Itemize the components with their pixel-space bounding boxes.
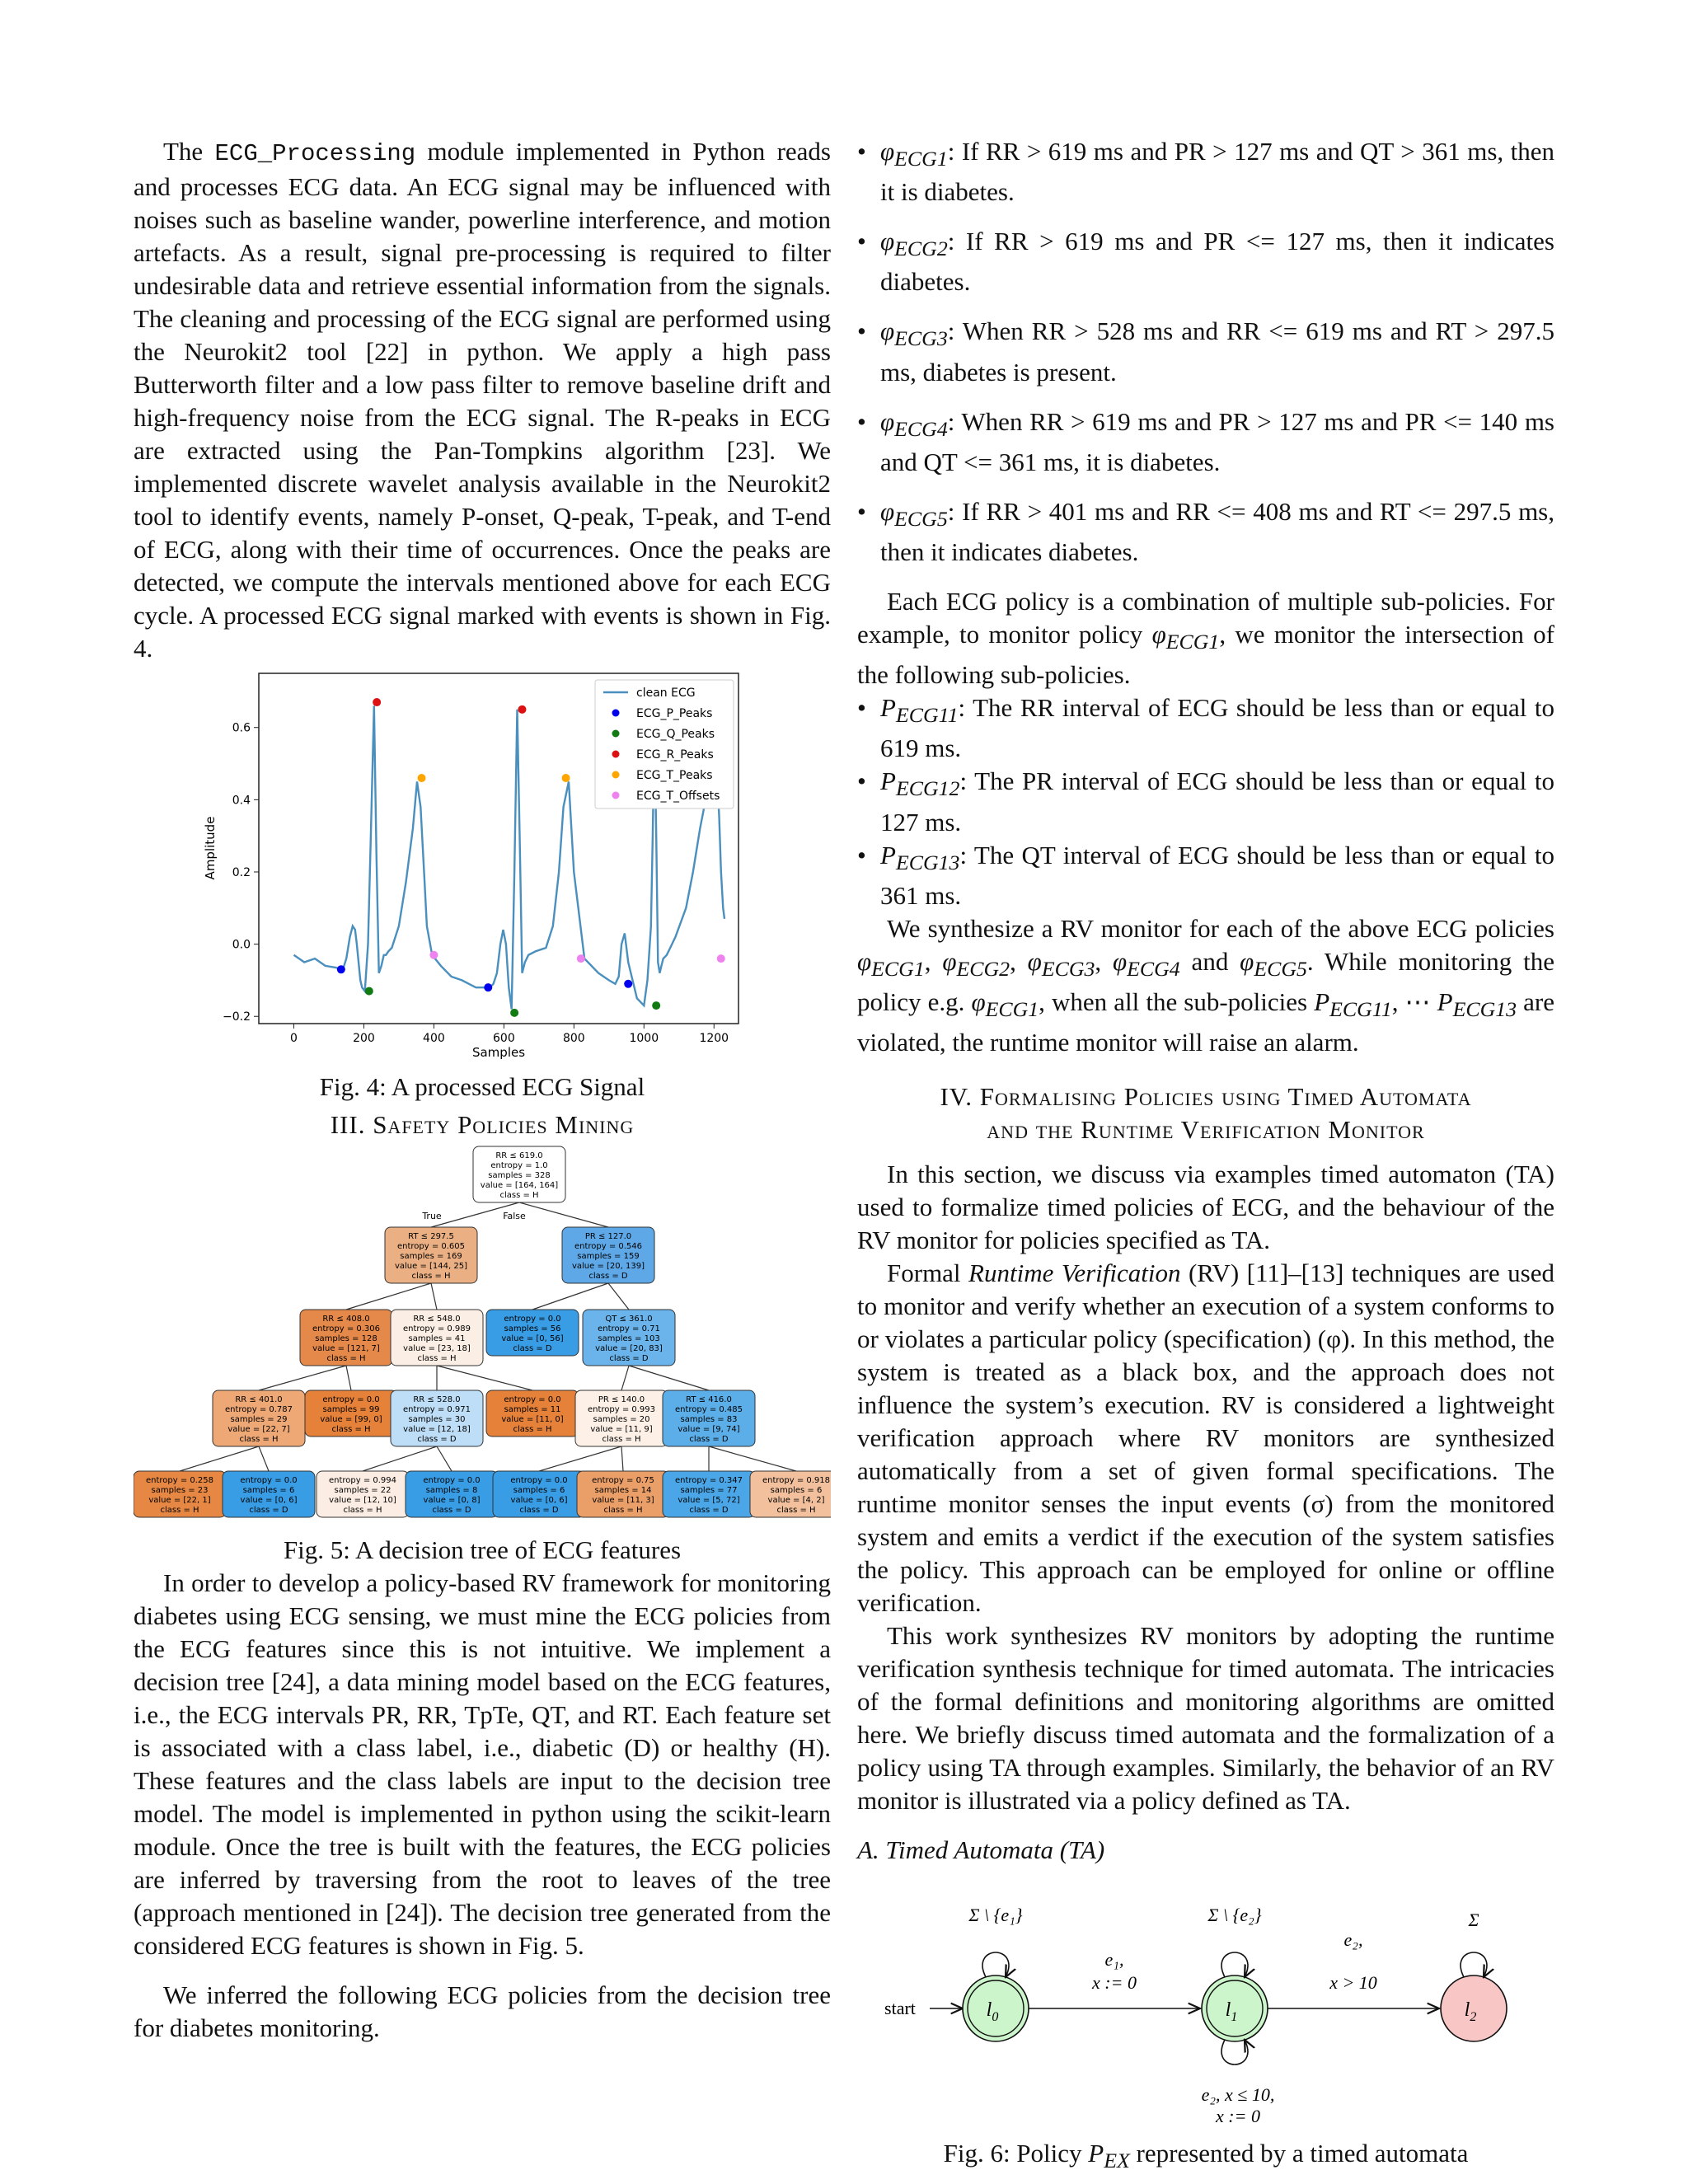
p-symbol: P bbox=[880, 766, 896, 796]
tree-edge bbox=[431, 1283, 437, 1310]
x-tick-label: 1200 bbox=[699, 1032, 729, 1045]
tree-node-text: class = H bbox=[239, 1435, 279, 1444]
tree-node-text: value = [12, 18] bbox=[403, 1425, 471, 1434]
marker-ecg-r-peaks bbox=[373, 698, 381, 706]
tree-nodes bbox=[134, 1146, 831, 1517]
phi-symbol: φ bbox=[1240, 946, 1254, 976]
tree-node-text: entropy = 0.971 bbox=[402, 1405, 471, 1414]
tree-node-text: entropy = 0.75 bbox=[592, 1476, 654, 1485]
tree-node bbox=[750, 1471, 831, 1517]
tree-node-text: value = [144, 25] bbox=[394, 1262, 468, 1271]
state-l1-sub: 1 bbox=[1231, 2010, 1238, 2025]
tree-node-text: class = H bbox=[776, 1506, 816, 1515]
self-loop-l2 bbox=[1461, 1952, 1487, 1977]
state-l2-sub: 2 bbox=[1470, 2010, 1477, 2025]
tree-node-text: samples = 77 bbox=[680, 1486, 738, 1495]
tree-node-text: class = H bbox=[331, 1425, 371, 1434]
tree-edge bbox=[519, 1202, 608, 1227]
tree-node-text: class = H bbox=[411, 1272, 451, 1281]
tree-node-text: class = H bbox=[603, 1506, 643, 1515]
tree-node-text: value = [0, 6] bbox=[510, 1496, 568, 1505]
y-tick-label: 0.0 bbox=[232, 938, 251, 952]
emphasis-runtime-verification: Runtime Verification bbox=[968, 1258, 1181, 1288]
tree-node-text: class = H bbox=[513, 1425, 552, 1434]
code-ecg-processing: ECG_Processing bbox=[214, 140, 416, 167]
text-span: Formal bbox=[887, 1258, 969, 1288]
tree-node-text: class = D bbox=[609, 1354, 649, 1363]
sub-policy-text: : The PR interval of ECG should be less than or equal to 127 ms. bbox=[880, 766, 1554, 837]
marker-ecg-t-offsets bbox=[717, 954, 725, 963]
tree-node-text: class = H bbox=[343, 1506, 382, 1515]
marker-ecg-p-peaks bbox=[484, 983, 492, 991]
tree-node-text: value = [23, 18] bbox=[403, 1344, 471, 1353]
tree-node bbox=[486, 1310, 579, 1356]
paragraph-ecg-processing bbox=[134, 135, 831, 665]
tree-node-text: value = [12, 10] bbox=[329, 1496, 396, 1505]
legend-clean-ecg: clean ECG bbox=[636, 687, 696, 700]
policy-text: : If RR > 401 ms and RR <= 408 ms and RT <= 297.5 ms, then it indicates diabetes. bbox=[880, 496, 1554, 566]
state-l2 bbox=[1441, 1975, 1507, 2041]
tree-node-text: RR ≤ 408.0 bbox=[322, 1315, 370, 1324]
tree-node bbox=[562, 1227, 654, 1283]
tree-node-text: samples = 169 bbox=[400, 1252, 462, 1261]
tree-node-text: samples = 30 bbox=[408, 1415, 466, 1424]
phi-symbol: φ bbox=[880, 227, 895, 256]
tree-node-text: samples = 159 bbox=[577, 1252, 640, 1261]
self-loop-l0-label: Σ \ {e₁} bbox=[968, 1905, 1023, 1926]
tree-node-text: class = H bbox=[602, 1435, 641, 1444]
tree-node-text: RR ≤ 528.0 bbox=[413, 1395, 461, 1404]
x-axis-label: Samples bbox=[471, 1045, 526, 1060]
sub-policy-text: : The RR interval of ECG should be less than or equal to 619 ms. bbox=[880, 693, 1554, 763]
tree-node-text: samples = 6 bbox=[513, 1486, 565, 1495]
x-axis-ticks bbox=[290, 1024, 729, 1045]
fig5-decision-tree bbox=[134, 1145, 831, 1534]
phi-symbol: φ bbox=[857, 946, 872, 976]
section-4-heading-line1: IV. Formalising Policies using Timed Automata bbox=[940, 1082, 1472, 1112]
tree-true-label: True bbox=[422, 1211, 442, 1221]
fig6-caption bbox=[857, 2137, 1554, 2177]
sub-policy-item bbox=[857, 765, 1554, 838]
sub-policy-item bbox=[857, 691, 1554, 765]
fig6-timed-automaton bbox=[857, 1882, 1554, 2137]
policy-item bbox=[857, 135, 1554, 209]
sub-policy-subscript: ECG11 bbox=[895, 703, 959, 728]
sub-policy-text: : The QT interval of ECG should be less than or equal to 361 ms. bbox=[880, 840, 1554, 910]
policy-subscript: ECG5 bbox=[1254, 956, 1307, 981]
state-l0-sub: 0 bbox=[992, 2010, 999, 2025]
section-4-heading-line2: and the Runtime Verification Monitor bbox=[987, 1115, 1425, 1145]
tree-node-text: class = D bbox=[519, 1506, 559, 1515]
tree-node-text: RT ≤ 416.0 bbox=[686, 1395, 732, 1404]
tree-node-text: PR ≤ 127.0 bbox=[584, 1232, 632, 1241]
policy-text: : If RR > 619 ms and PR <= 127 ms, then it indicates diabetes. bbox=[880, 227, 1554, 297]
tree-node-text: RT ≤ 297.5 bbox=[408, 1232, 454, 1241]
self-loop-l1 bbox=[1221, 1952, 1248, 1977]
paragraph-inferred-policies: We inferred the following ECG policies from the decision tree for diabetes monitoring. bbox=[134, 1980, 831, 2042]
x-tick-label: 800 bbox=[562, 1032, 585, 1045]
self-loop-l1-bottom-label2: x := 0 bbox=[1216, 2106, 1260, 2127]
paragraph-runtime-verification bbox=[857, 1257, 1554, 1619]
policy-subscript: ECG5 bbox=[894, 506, 948, 531]
tree-node-text: value = [164, 164] bbox=[480, 1181, 559, 1190]
sub-policy-item bbox=[857, 839, 1554, 912]
tree-node-text: samples = 103 bbox=[598, 1334, 660, 1343]
tree-node bbox=[223, 1471, 315, 1517]
fig4-caption: Fig. 4: A processed ECG Signal bbox=[319, 1072, 645, 1101]
tree-edge bbox=[259, 1446, 269, 1471]
tree-node-text: class = H bbox=[326, 1354, 366, 1363]
chart-legend bbox=[595, 680, 734, 808]
legend-q-peaks: ECG_Q_Peaks bbox=[636, 728, 715, 741]
section-4-heading bbox=[857, 1080, 1554, 1146]
text-span: Fig. 6: Policy bbox=[943, 2139, 1089, 2168]
tree-node-text: samples = 128 bbox=[315, 1334, 377, 1343]
text-span: , ⋯ bbox=[1391, 987, 1437, 1016]
tree-node-text: entropy = 0.993 bbox=[587, 1405, 656, 1414]
text-span: Each ECG policy is a combination of multiple sub-policies. For example, to monitor policy bbox=[857, 586, 1554, 649]
policy-subscript: ECG3 bbox=[1041, 956, 1095, 981]
tree-node-text: entropy = 0.989 bbox=[402, 1324, 471, 1333]
tree-node-text: value = [9, 74] bbox=[678, 1425, 740, 1434]
tree-node-text: entropy = 0.0 bbox=[322, 1395, 380, 1404]
tree-node bbox=[583, 1310, 675, 1366]
tree-node-text: class = D bbox=[689, 1435, 729, 1444]
tree-node-text: entropy = 0.0 bbox=[240, 1476, 298, 1485]
policy-text: : When RR > 619 ms and PR > 127 ms and PR <= 140 ms and QT <= 361 ms, it is diabetes. bbox=[880, 406, 1554, 476]
tree-node-text: class = D bbox=[689, 1506, 729, 1515]
y-tick-label: 0.2 bbox=[232, 865, 251, 879]
tree-node-text: value = [121, 7] bbox=[312, 1344, 380, 1353]
tree-node bbox=[575, 1390, 668, 1446]
tree-edge bbox=[346, 1283, 431, 1310]
policy-subscript: ECG4 bbox=[1127, 956, 1180, 981]
tree-edge bbox=[629, 1366, 709, 1390]
tree-node-text: entropy = 0.787 bbox=[224, 1405, 293, 1414]
sub-policy-subscript: ECG11 bbox=[1329, 997, 1392, 1022]
tree-node-text: value = [99, 0] bbox=[320, 1415, 382, 1424]
p-symbol: P bbox=[880, 693, 896, 723]
tree-node-text: entropy = 0.71 bbox=[598, 1324, 660, 1333]
edge-l1-l2-guard: x > 10 bbox=[1329, 1972, 1377, 1994]
paragraph-policy-mining: In order to develop a policy-based RV framework for monitoring diabetes using ECG sensing, we must mine the ECG policies from the ECG features since this is not intuitive. We implement a decision tree [24], a data mining model based on the ECG features, i.e., the ECG intervals PR, RR, TpTe, QT, and RT. Each feature set is associated with a class label, i.e., diabetic (D) or healthy (H). These features and the class labels are input to the decision tree model. The model is implemented in python using the scikit-learn module. Once the tree is built with the features, the ECG policies are inferred by traversing from the root to leaves of the tree (approach mentioned in [24]). The decision tree generated from the considered ECG features is shown in Fig. 5. bbox=[134, 1568, 831, 1960]
self-loop-l2-label: Σ bbox=[1468, 1910, 1479, 1931]
tree-node-text: class = H bbox=[160, 1506, 199, 1515]
state-l1-name: l bbox=[1225, 1999, 1231, 2022]
tree-node-text: samples = 8 bbox=[425, 1486, 478, 1495]
paragraph-sub-policies bbox=[857, 585, 1554, 691]
sub-policy-subscript: ECG13 bbox=[895, 850, 960, 874]
tree-node-text: samples = 41 bbox=[408, 1334, 466, 1343]
tree-node-text: samples = 56 bbox=[504, 1324, 561, 1333]
tree-node-text: samples = 6 bbox=[242, 1486, 295, 1495]
tree-node-text: entropy = 0.605 bbox=[396, 1242, 466, 1251]
tree-edge bbox=[539, 1446, 621, 1471]
legend-t-offsets: ECG_T_Offsets bbox=[636, 790, 720, 803]
tree-node-text: value = [22, 1] bbox=[148, 1496, 211, 1505]
tree-edge bbox=[363, 1446, 437, 1471]
phi-symbol: φ bbox=[1112, 946, 1128, 976]
tree-node-text: PR ≤ 140.0 bbox=[598, 1395, 645, 1404]
tree-edge bbox=[180, 1446, 259, 1471]
paragraph-rv-synthesis: This work synthesizes RV monitors by adopting the runtime verification synthesis technique for timed automata. The intricacies of the formal definitions and monitoring algorithms are omitted here. We briefly discuss timed automata and the formalization of a policy using TA through examples. Similarly, the behavior of an RV monitor is illustrated via a policy defined as TA. bbox=[857, 1621, 1554, 1816]
tree-node-text: value = [11, 9] bbox=[590, 1425, 653, 1434]
tree-node-text: class = H bbox=[417, 1354, 457, 1363]
tree-node-text: value = [4, 2] bbox=[767, 1496, 825, 1505]
tree-node-text: value = [0, 8] bbox=[423, 1496, 481, 1505]
p-symbol: P bbox=[880, 840, 896, 869]
tree-node-text: value = [11, 3] bbox=[592, 1496, 654, 1505]
tree-node bbox=[391, 1310, 483, 1366]
tree-edge bbox=[621, 1446, 623, 1471]
marker-ecg-q-peaks bbox=[652, 1001, 660, 1010]
tree-node-text: samples = 23 bbox=[151, 1486, 209, 1495]
phi-symbol: φ bbox=[880, 496, 895, 526]
tree-node-text: QT ≤ 361.0 bbox=[605, 1315, 653, 1324]
tree-node bbox=[305, 1390, 397, 1436]
phi-symbol: φ bbox=[942, 946, 957, 976]
y-tick-label: 0.6 bbox=[232, 721, 251, 735]
tree-node-text: samples = 83 bbox=[680, 1415, 738, 1424]
tree-node bbox=[391, 1390, 483, 1446]
self-loop-l1-bottom bbox=[1221, 2040, 1248, 2064]
tree-node bbox=[213, 1390, 305, 1446]
phi-symbol: φ bbox=[971, 987, 986, 1016]
tree-node-text: samples = 20 bbox=[593, 1415, 650, 1424]
left-column bbox=[134, 135, 831, 2045]
phi-symbol: φ bbox=[880, 316, 895, 346]
legend-r-peaks: ECG_R_Peaks bbox=[636, 748, 714, 762]
tree-node-text: entropy = 0.0 bbox=[504, 1395, 561, 1404]
tree-node-text: entropy = 0.306 bbox=[312, 1324, 381, 1333]
policy-subscript: ECG4 bbox=[894, 416, 948, 441]
tree-node-text: entropy = 1.0 bbox=[490, 1161, 548, 1170]
tree-node-text: samples = 99 bbox=[322, 1405, 380, 1414]
x-tick-label: 200 bbox=[353, 1032, 375, 1045]
text-span: , we monitor the intersection of the following sub-policies. bbox=[857, 619, 1555, 690]
text-span: are violated, the runtime monitor will raise an alarm. bbox=[857, 987, 1555, 1057]
policy-subscript: ECG1 bbox=[894, 147, 948, 171]
tree-node-text: RR ≤ 619.0 bbox=[495, 1151, 543, 1160]
tree-edge bbox=[437, 1446, 452, 1471]
tree-node bbox=[577, 1471, 669, 1517]
text-span: , when all the sub-policies bbox=[1039, 987, 1315, 1016]
policy-item bbox=[857, 495, 1554, 569]
x-tick-label: 1000 bbox=[629, 1032, 659, 1045]
text-span: (RV) [11]–[13] techniques are used to monitor and verify whether an execution of a system conforms to or violates a particular policy (specification) (φ). In this method, the system is treated as a black box, and the approach does not influence the system’s execution. RV is considered a lightweight verification approach where RV monitors are synthesized automatically from a set of given formal specifications. The runtime monitor senses the input events (σ) from the monitored system and emits a verdict if the execution of the system satisfies the policy. This approach can be employed for online or offline verification. bbox=[857, 1258, 1554, 1618]
text-span: . While monitoring the policy e.g. bbox=[857, 946, 1555, 1016]
x-tick-label: 600 bbox=[493, 1032, 515, 1045]
fig5-caption: Fig. 5: A decision tree of ECG features bbox=[283, 1535, 682, 1564]
tree-node-text: samples = 328 bbox=[488, 1171, 551, 1180]
paragraph-rv-monitor: We synthesize a RV monitor for each of the above ECG policies $\varphi_{ECG1}$, $\varphi_{ECG2}$, $\varphi_{ECG3}$, $\varphi_{ECG4}$ and $\varphi_{ECG5}$. While monitoring the policy e.g. $\varphi_{ECG1}$, when all the sub-policies $P_{ECG11}$, ⋯ $P_{ECG13}$ are violated, the runtime monitor will raise an alarm. bbox=[857, 913, 1555, 1057]
self-loop-l1-bottom-label1: e₂, x ≤ 10, bbox=[1201, 2084, 1275, 2106]
text-span: and bbox=[1179, 946, 1240, 976]
tree-node bbox=[663, 1390, 755, 1446]
tree-node-text: entropy = 0.0 bbox=[423, 1476, 481, 1485]
tree-node-text: value = [0, 6] bbox=[240, 1496, 298, 1505]
edge-l1-l2-event: e₂, bbox=[1343, 1929, 1363, 1951]
marker-ecg-t-peaks bbox=[562, 774, 570, 782]
tree-node-text: RR ≤ 401.0 bbox=[235, 1395, 283, 1404]
marker-ecg-q-peaks bbox=[510, 1009, 518, 1017]
tree-node-text: RR ≤ 548.0 bbox=[413, 1315, 461, 1324]
policy-list bbox=[857, 135, 1554, 569]
text-span: module implemented in Python reads and processes ECG data. An ECG signal may be influenced with noises such as baseline wander, powerline interference, and motion artefacts. As a result, signal pre-processing is required to filter undesirable data and retrieve essential information from the signals. The cleaning and processing of the ECG signal are performed using the Neurokit2 tool [22] in python. We apply a high pass Butterworth filter and a low pass filter to remove baseline drift and high-frequency noise from the ECG signal. The R-peaks in ECG are extracted using the Pan-Tompkins algorithm [23]. We implemented discrete wavelet analysis available in the Neurokit2 tool to identify events, namely P-onset, Q-peak, T-peak, and T-end of ECG, along with their time of occurrences. Once the peaks are detected, we compute the intervals mentioned above for each ECG cycle. A processed ECG signal marked with events is shown in Fig. 4. bbox=[134, 137, 831, 663]
tree-edge bbox=[608, 1283, 629, 1310]
tree-node-text: value = [22, 7] bbox=[227, 1425, 290, 1434]
self-loop-l0 bbox=[982, 1952, 1009, 1977]
policy-text: : If RR > 619 ms and PR > 127 ms and QT > 361 ms, then it is diabetes. bbox=[880, 137, 1554, 207]
tree-node bbox=[406, 1471, 498, 1517]
tree-node-text: entropy = 0.485 bbox=[674, 1405, 743, 1414]
caption-subscript: EX bbox=[1104, 2149, 1130, 2173]
policy-item bbox=[857, 225, 1554, 298]
policy-subscript: ECG1 bbox=[1165, 630, 1220, 654]
p-symbol: P bbox=[1314, 987, 1330, 1016]
tree-node-text: class = D bbox=[249, 1506, 288, 1515]
tree-node-text: class = D bbox=[588, 1272, 628, 1281]
start-label: start bbox=[884, 1998, 916, 2019]
policy-item bbox=[857, 405, 1554, 479]
policy-text: : When RR > 528 ms and RR <= 619 ms and RT > 297.5 ms, diabetes is present. bbox=[880, 316, 1554, 387]
text-span: represented by a timed automata bbox=[1129, 2139, 1469, 2168]
tree-node bbox=[316, 1471, 409, 1517]
policy-subscript: ECG1 bbox=[871, 956, 925, 981]
tree-node-text: entropy = 0.918 bbox=[762, 1476, 831, 1485]
policy-subscript: ECG2 bbox=[894, 237, 948, 261]
tree-false-label: False bbox=[503, 1211, 526, 1221]
phi-symbol: φ bbox=[880, 406, 895, 436]
y-tick-label: −0.2 bbox=[223, 1010, 251, 1024]
subsection-timed-automata: A. Timed Automata (TA) bbox=[857, 1835, 1105, 1865]
tree-node-text: samples = 29 bbox=[230, 1415, 288, 1424]
tree-node-text: value = [0, 56] bbox=[501, 1334, 564, 1343]
paragraph-section-intro: In this section, we discuss via examples timed automaton (TA) used to formalize timed policies of ECG, and the behaviour of the RV monitor for policies specified as TA. bbox=[857, 1160, 1554, 1255]
text-span: The bbox=[163, 137, 215, 166]
state-l2-name: l bbox=[1464, 1999, 1470, 2022]
tree-node bbox=[134, 1471, 226, 1517]
marker-ecg-p-peaks bbox=[624, 980, 632, 988]
marker-ecg-q-peaks bbox=[365, 987, 373, 996]
tree-node-text: value = [20, 139] bbox=[571, 1262, 645, 1271]
tree-node-text: class = H bbox=[499, 1191, 539, 1200]
x-tick-label: 400 bbox=[423, 1032, 445, 1045]
y-axis-label: Amplitude bbox=[203, 816, 218, 880]
sub-policy-list bbox=[857, 691, 1554, 912]
fig4-ecg-chart bbox=[134, 665, 831, 1069]
tree-edge bbox=[532, 1283, 608, 1310]
tree-node-text: entropy = 0.347 bbox=[674, 1476, 743, 1485]
y-axis-ticks bbox=[223, 722, 259, 1024]
text-span: We synthesize a RV monitor for each of the above ECG policies bbox=[887, 913, 1554, 943]
marker-ecg-r-peaks bbox=[518, 705, 526, 714]
tree-node-text: value = [11, 0] bbox=[501, 1415, 564, 1424]
tree-node-text: entropy = 0.0 bbox=[504, 1315, 561, 1324]
marker-ecg-t-peaks bbox=[418, 774, 426, 782]
marker-ecg-t-offsets bbox=[429, 951, 438, 959]
tree-node-text: entropy = 0.0 bbox=[510, 1476, 568, 1485]
tree-node bbox=[663, 1471, 755, 1517]
y-tick-label: 0.4 bbox=[232, 794, 251, 808]
p-symbol: P bbox=[1088, 2139, 1104, 2168]
tree-node-text: samples = 22 bbox=[334, 1486, 392, 1495]
policy-subscript: ECG2 bbox=[956, 956, 1010, 981]
phi-symbol: φ bbox=[1151, 619, 1166, 649]
tree-node bbox=[493, 1471, 585, 1517]
sub-policy-subscript: ECG12 bbox=[895, 776, 960, 801]
sub-policy-subscript: ECG13 bbox=[1452, 997, 1517, 1022]
tree-node-text: class = D bbox=[417, 1435, 457, 1444]
tree-edge bbox=[621, 1366, 629, 1390]
tree-edge bbox=[346, 1366, 351, 1390]
phi-symbol: φ bbox=[880, 137, 895, 166]
tree-node-text: class = D bbox=[513, 1344, 552, 1353]
p-symbol: P bbox=[1437, 987, 1453, 1016]
policy-subscript: ECG1 bbox=[985, 997, 1039, 1022]
marker-ecg-p-peaks bbox=[337, 965, 345, 973]
tree-node bbox=[486, 1390, 579, 1436]
tree-node-text: entropy = 0.546 bbox=[574, 1242, 643, 1251]
tree-node-text: samples = 6 bbox=[770, 1486, 823, 1495]
tree-node-text: value = [5, 72] bbox=[678, 1496, 740, 1505]
edge-l0-l1-reset: x := 0 bbox=[1092, 1972, 1137, 1994]
tree-node-text: class = D bbox=[432, 1506, 471, 1515]
policy-item bbox=[857, 315, 1554, 388]
legend-t-peaks: ECG_T_Peaks bbox=[636, 769, 713, 782]
tree-edge bbox=[437, 1366, 532, 1390]
state-l0 bbox=[963, 1975, 1029, 2041]
legend-p-peaks: ECG_P_Peaks bbox=[636, 707, 713, 720]
tree-node-text: value = [20, 83] bbox=[595, 1344, 663, 1353]
tree-node bbox=[385, 1227, 477, 1283]
policy-subscript: ECG3 bbox=[894, 326, 948, 351]
state-l0-name: l bbox=[986, 1999, 992, 2022]
tree-edge bbox=[709, 1446, 796, 1471]
phi-symbol: φ bbox=[1027, 946, 1042, 976]
tree-node bbox=[300, 1310, 392, 1366]
right-column bbox=[857, 135, 1554, 2177]
section-3-heading: III. Safety Policies Mining bbox=[330, 1110, 635, 1139]
tree-node-text: samples = 11 bbox=[504, 1405, 561, 1414]
marker-ecg-t-offsets bbox=[577, 954, 585, 963]
self-loop-l1-label: Σ \ {e₂} bbox=[1207, 1905, 1262, 1926]
tree-node-text: samples = 14 bbox=[594, 1486, 652, 1495]
x-tick-label: 0 bbox=[290, 1032, 298, 1045]
tree-edge bbox=[259, 1366, 346, 1390]
tree-node-text: entropy = 0.994 bbox=[328, 1476, 397, 1485]
edge-l0-l1-event: e₁, bbox=[1104, 1949, 1124, 1971]
tree-node bbox=[473, 1146, 565, 1202]
tree-node-text: entropy = 0.258 bbox=[145, 1476, 214, 1485]
state-l1 bbox=[1202, 1975, 1268, 2041]
